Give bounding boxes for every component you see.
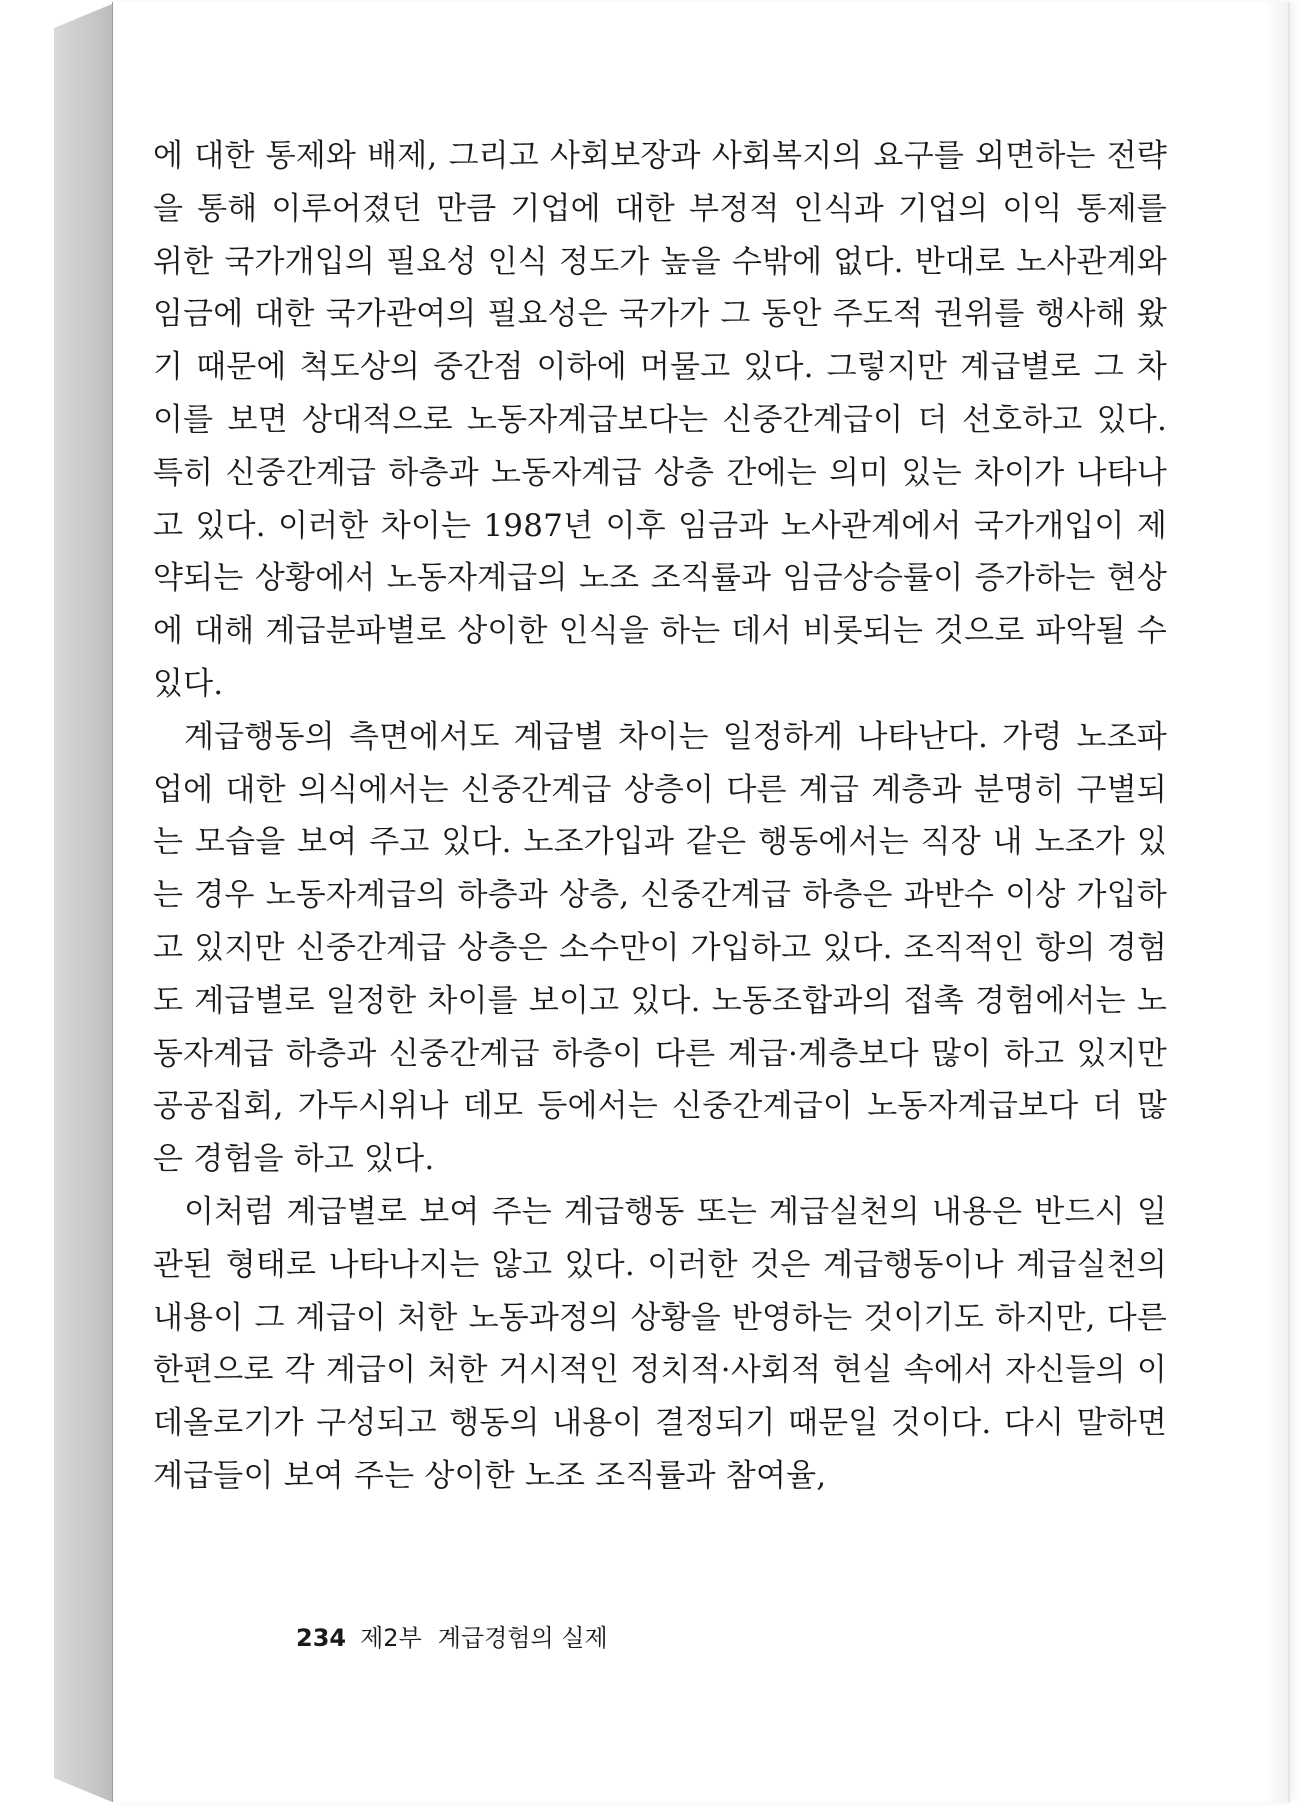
- paragraph: 에 대한 통제와 배제, 그리고 사회보장과 사회복지의 요구를 외면하는 전략을 통해 이루어졌던 만큼 기업에 대한 부정적 인식과 기업의 이익 통제를 위한 국가개입의 필요성 인식 정도가 높을 수밖에 없다. 반대로 노사관계와 임금에 대한 국가관여의 필요성은 국가가 그 동안 주도적 권위를 행사해 왔기 때문에 척도상의 중간점 이하에 머물고 있다. 그렇지만 계급별로 그 차이를 보면 상대적으로 노동자계급보다는 신중간계급이 더 선호하고 있다. 특히 신중간계급 하층과 노동자계급 상층 간에는 의미 있는 차이가 나타나고 있다. 이러한 차이는 1987년 이후 임금과 노사관계에서 국가개입이 제약되는 상황에서 노동자계급의 노조 조직률과 임금상승률이 증가하는 현상에 대해 계급분파별로 상이한 인식을 하는 데서 비롯되는 것으로 파악될 수 있다.: [153, 138, 1167, 702]
- paragraph: 이처럼 계급별로 보여 주는 계급행동 또는 계급실천의 내용은 반드시 일관된 형태로 나타나지는 않고 있다. 이러한 것은 계급행동이나 계급실천의 내용이 그 계급이 처한 노동과정의 상황을 반영하는 것이기도 하지만, 다른 한편으로 각 계급이 처한 거시적인 정치적·사회적 현실 속에서 자신들의 이데올로기가 구성되고 행동의 내용이 결정되기 때문일 것이다. 다시 말하면 계급들이 보여 주는 상이한 노조 조직률과 참여율,: [153, 1193, 1167, 1494]
- section-title: 계급경험의 실제: [437, 1624, 608, 1652]
- running-footer: [296, 1618, 608, 1653]
- paragraph: 계급행동의 측면에서도 계급별 차이는 일정하게 나타난다. 가령 노조파업에 대한 의식에서는 신중간계급 상층이 다른 계급 계층과 분명히 구별되는 모습을 보여 주고 있다. 노조가입과 같은 행동에서는 직장 내 노조가 있는 경우 노동자계급의 하층과 상층, 신중간계급 하층은 과반수 이상 가입하고 있지만 신중간계급 상층은 소수만이 가입하고 있다. 조직적인 항의 경험도 계급별로 일정한 차이를 보이고 있다. 노동조합과의 접촉 경험에서는 노동자계급 하층과 신중간계급 하층이 다른 계급·계층보다 많이 하고 있지만 공공집회, 가두시위나 데모 등에서는 신중간계급이 노동자계급보다 더 많은 경험을 하고 있다.: [153, 718, 1167, 1178]
- body-text: [153, 130, 1167, 1503]
- page-number: 234: [296, 1624, 347, 1652]
- page-edge-shade: [1264, 2, 1288, 1802]
- book-spine: [54, 4, 112, 1802]
- part-label: 제2부: [360, 1624, 422, 1652]
